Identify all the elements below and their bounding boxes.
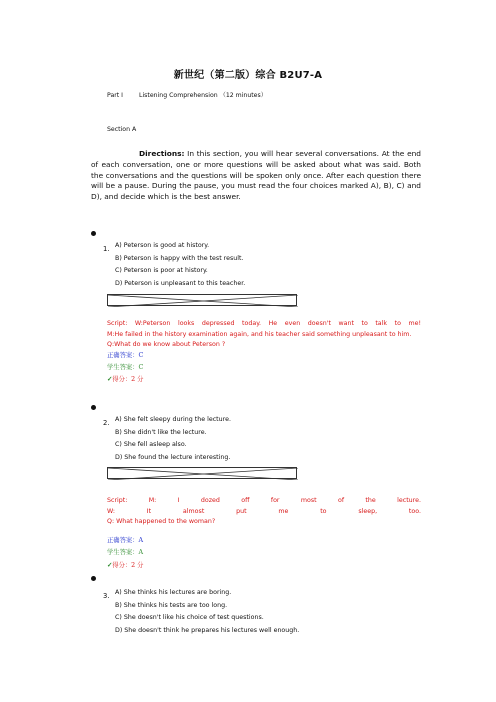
question-number: 2.	[103, 419, 110, 427]
question-options	[115, 240, 245, 290]
bullet-icon	[91, 405, 96, 410]
option-a: A) She felt sleepy during the lecture.	[115, 416, 231, 423]
option-a: A) Peterson is good at history.	[115, 242, 210, 249]
option-c: C) Peterson is poor at history.	[115, 267, 208, 275]
script-line: Script: W:Peterson looks depressed today. He even doesn't want to talk to me!	[107, 320, 421, 327]
bullet-icon	[91, 576, 96, 581]
part-label: Part Ⅰ	[107, 92, 124, 99]
broken-embed-icon	[108, 468, 298, 480]
section-heading: Section A	[107, 126, 137, 133]
script-block	[107, 319, 421, 351]
directions-paragraph	[91, 149, 421, 203]
bullet-icon	[91, 231, 96, 236]
correct-answer: 正确答案：C	[107, 352, 144, 359]
option-b: B) Peterson is happy with the test result.	[115, 254, 244, 262]
score-line	[107, 560, 143, 569]
directions-label: Directions:	[139, 149, 185, 158]
question-options	[115, 587, 299, 637]
option-c: C) She doesn't like his choice of test questions.	[115, 614, 264, 622]
score-line	[107, 374, 143, 383]
audio-player-placeholder[interactable]	[107, 467, 297, 479]
script-line: Q: What happened to the woman?	[107, 518, 216, 526]
script-line: W: It almost put me to sleep, too.	[107, 507, 421, 515]
option-d: D) She found the lecture interesting.	[115, 453, 231, 461]
correct-answer: 正确答案：A	[107, 537, 144, 544]
audio-player-placeholder[interactable]	[107, 294, 297, 306]
broken-embed-icon	[108, 295, 298, 307]
score-text: 得分：2 分	[112, 562, 144, 569]
check-icon: ✓	[107, 376, 113, 383]
script-block	[107, 496, 421, 528]
document-title: 新世纪（第二版）综合 B2U7-A	[173, 70, 323, 81]
directions-text: In this section, you will hear several conversations. At the end of each conversation, one or more questions will be asked about what was said. Both the conversations and the questions will be spoken only once. After each question there will be a pause. During the pause, you must read the four choices marked A), B), C) and D), and decide which is the best answer.	[91, 149, 421, 202]
script-line: Q:What do we know about Peterson ?	[107, 341, 226, 349]
option-d: D) Peterson is unpleasant to this teacher.	[115, 279, 246, 287]
student-answer: 学生答案：C	[107, 364, 144, 371]
check-icon: ✓	[107, 562, 113, 569]
option-b: B) She didn't like the lecture.	[115, 428, 207, 436]
question-options	[115, 414, 231, 464]
question-number: 1.	[103, 245, 110, 253]
part-title: Listening Comprehension （12 minutes）	[139, 92, 267, 99]
script-line: M:He failed in the history examination again, and his teacher said something unpleasant to him.	[107, 330, 412, 338]
part-heading	[107, 90, 267, 99]
option-c: C) She fell asleep also.	[115, 441, 187, 449]
option-b: B) She thinks his tests are too long.	[115, 601, 228, 609]
score-text: 得分：2 分	[112, 376, 144, 383]
student-answer: 学生答案：A	[107, 549, 144, 556]
option-a: A) She thinks his lectures are boring.	[115, 589, 232, 596]
question-number: 3.	[103, 592, 110, 600]
option-d: D) She doesn't think he prepares his lectures well enough.	[115, 626, 300, 634]
script-line: Script: M: I dozed off for most of the lecture.	[107, 497, 421, 504]
